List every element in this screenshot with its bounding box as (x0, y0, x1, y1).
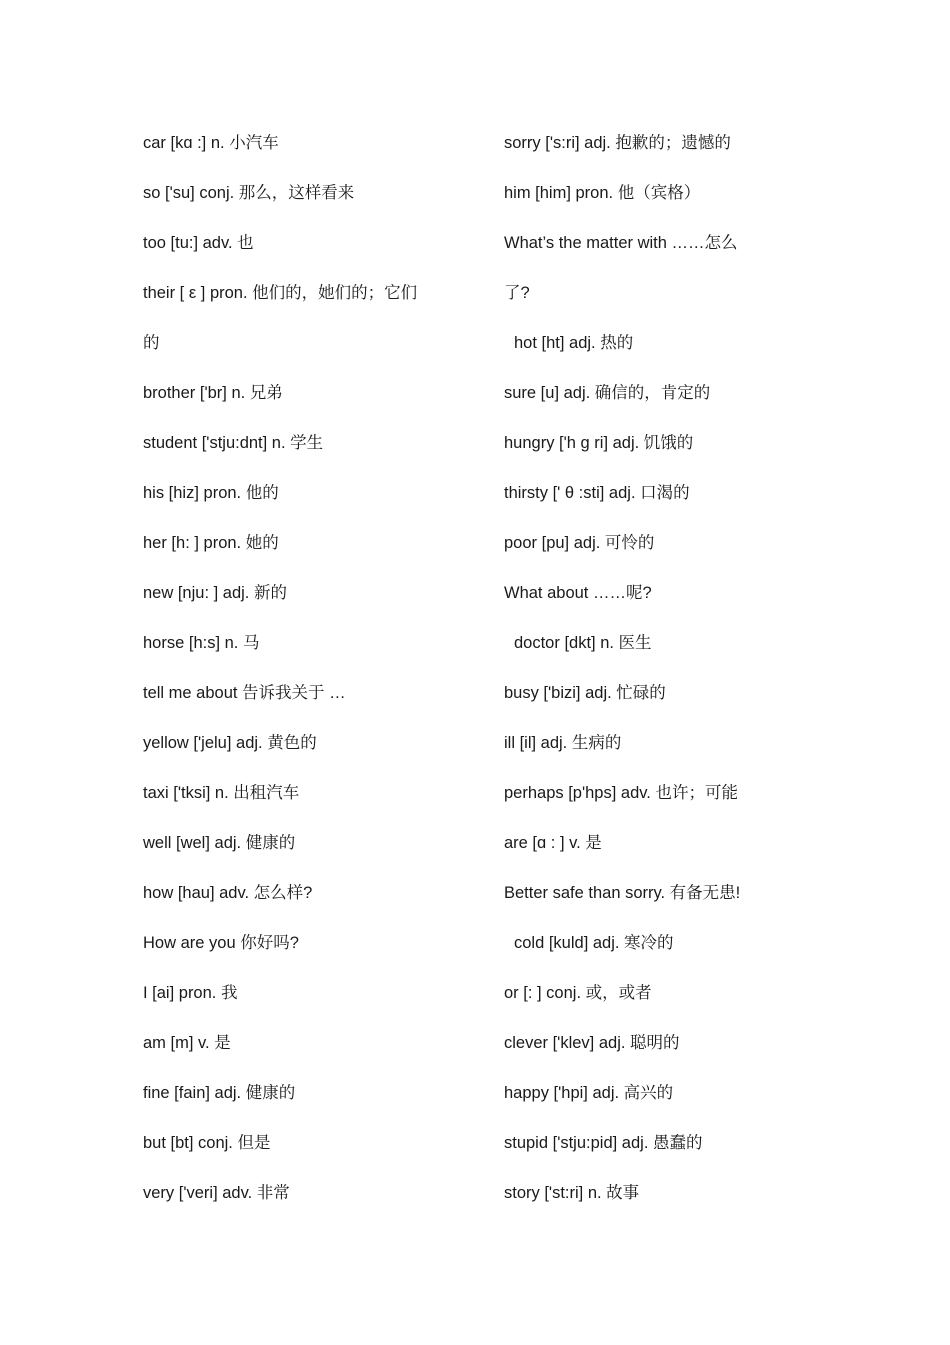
vocab-entry: What’s the matter with ……怎么 (504, 234, 738, 252)
vocab-entry: poor [pu] adj. 可怜的 (504, 534, 655, 552)
vocab-entry: doctor [dkt] n. 医生 (514, 634, 652, 652)
vocab-entry: stupid ['stju:pid] adj. 愚蠢的 (504, 1134, 703, 1152)
vocab-entry: so ['su] conj. 那么，这样看来 (143, 184, 355, 202)
vocab-list-right (504, 118, 834, 1218)
vocab-entry: are [ɑ : ] v. 是 (504, 834, 602, 852)
vocab-entry: or [: ] conj. 或，或者 (504, 984, 652, 1002)
vocab-entry: happy ['hpi] adj. 高兴的 (504, 1084, 674, 1102)
vocab-entry-continuation: 了? (504, 284, 530, 302)
vocab-list-left (143, 118, 463, 1218)
vocab-entry: hot [ht] adj. 热的 (514, 334, 634, 352)
vocab-entry: car [kɑ :] n. 小汽车 (143, 134, 279, 152)
vocab-entry: hungry ['h ɡ ri] adj. 饥饿的 (504, 434, 694, 452)
vocab-entry: him [him] pron. 他（宾格） (504, 184, 701, 202)
vocab-entry: horse [h:s] n. 马 (143, 634, 260, 652)
vocab-entry: new [nju: ] adj. 新的 (143, 584, 287, 602)
vocab-entry: yellow ['jelu] adj. 黄色的 (143, 734, 317, 752)
vocab-entry: how [hau] adv. 怎么样? (143, 884, 313, 902)
vocab-entry: fine [fain] adj. 健康的 (143, 1084, 296, 1102)
vocab-entry: very ['veri] adv. 非常 (143, 1184, 290, 1202)
vocab-entry: sure [u] adj. 确信的，肯定的 (504, 384, 711, 402)
vocab-entry: busy ['bizi] adj. 忙碌的 (504, 684, 666, 702)
vocab-entry: story ['st:ri] n. 故事 (504, 1184, 640, 1202)
vocab-entry: tell me about 告诉我关于 … (143, 684, 346, 702)
vocab-entry: brother ['br] n. 兄弟 (143, 384, 283, 402)
vocab-entry: cold [kuld] adj. 寒冷的 (514, 934, 674, 952)
vocab-entry: taxi ['tksi] n. 出租汽车 (143, 784, 300, 802)
vocab-entry: What about ……呢? (504, 584, 652, 602)
vocab-entry: her [h: ] pron. 她的 (143, 534, 279, 552)
vocab-entry-continuation: 的 (143, 334, 160, 352)
vocab-entry: sorry ['s:ri] adj. 抱歉的；遗憾的 (504, 134, 731, 152)
vocab-entry: Better safe than sorry. 有备无患! (504, 884, 741, 902)
vocab-entry: How are you 你好吗? (143, 934, 299, 952)
vocab-entry: but [bt] conj. 但是 (143, 1134, 271, 1152)
vocab-entry: thirsty [' θ :sti] adj. 口渴的 (504, 484, 690, 502)
vocab-entry: ill [il] adj. 生病的 (504, 734, 622, 752)
vocab-entry: am [m] v. 是 (143, 1034, 231, 1052)
vocab-entry: clever ['klev] adj. 聪明的 (504, 1034, 680, 1052)
vocab-entry: I [ai] pron. 我 (143, 984, 238, 1002)
vocab-entry: their [ ε ] pron. 他们的，她们的；它们 (143, 284, 418, 302)
vocab-entry: his [hiz] pron. 他的 (143, 484, 279, 502)
vocab-entry: student ['stju:dnt] n. 学生 (143, 434, 324, 452)
vocab-entry: well [wel] adj. 健康的 (143, 834, 296, 852)
vocab-entry: perhaps [p'hps] adv. 也许；可能 (504, 784, 738, 802)
vocab-entry: too [tu:] adv. 也 (143, 234, 254, 252)
